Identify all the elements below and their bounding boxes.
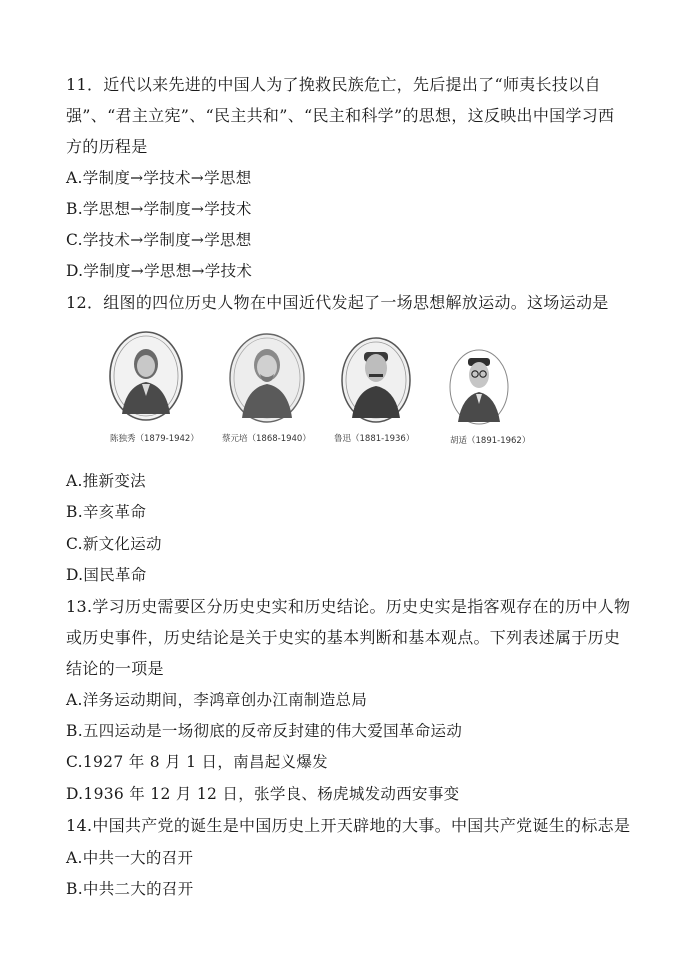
portrait-chen-duxiu [108,330,184,422]
portrait-photo-icon [108,330,184,422]
q13-option-a: A.洋务运动期间，李鸿章创办江南制造总局 [66,691,368,709]
q11-option-c: C.学技术→学制度→学思想 [66,231,252,249]
portrait-photo-icon [448,348,510,426]
q14-stem: 14.中国共产党的诞生是中国历史上开天辟地的大事。中国共产党诞生的标志是 [66,816,631,835]
q11-option-a: A.学制度→学技术→学思想 [66,169,252,187]
q13-stem-line3: 结论的一项是 [66,659,164,678]
portrait-caption-4: 胡适（1891-1962） [450,436,531,446]
portrait-caption-1: 陈独秀（1879-1942） [110,434,199,444]
q12-option-b: B.辛亥革命 [66,503,147,521]
q11-option-b: B.学思想→学制度→学技术 [66,200,252,218]
q11-stem-line2: 强”、“君主立宪”、“民主共和”、“民主和科学”的思想，这反映出中国学习西 [66,106,615,125]
portrait-photo-icon [228,332,306,424]
portrait-caption-3: 鲁迅（1881-1936） [334,434,415,444]
portrait-lu-xun [340,336,412,424]
portrait-caption-2: 蔡元培（1868-1940） [222,434,311,444]
q11-stem-line3: 方的历程是 [66,137,148,156]
q12-stem: 12．组图的四位历史人物在中国近代发起了一场思想解放运动。这场运动是 [66,293,609,312]
q11-stem-line1: 11．近代以来先进的中国人为了挽救民族危亡，先后提出了“师夷长技以自 [66,75,601,94]
q12-option-c: C.新文化运动 [66,535,162,553]
q13-option-d: D.1936 年 12 月 12 日，张学良、杨虎城发动西安事变 [66,785,460,803]
portrait-photo-icon [340,336,412,424]
q14-option-a: A.中共一大的召开 [66,849,194,867]
q14-option-b: B.中共二大的召开 [66,880,194,898]
portrait-group [108,330,538,450]
q13-option-c: C.1927 年 8 月 1 日，南昌起义爆发 [66,753,328,771]
q13-stem-line2: 或历史事件，历史结论是关于史实的基本判断和基本观点。下列表述属于历史 [66,628,621,647]
q11-option-d: D.学制度→学思想→学技术 [66,262,253,280]
q13-stem-line1: 13.学习历史需要区分历史史实和历史结论。历史史实是指客观存在的历中人物 [66,597,631,616]
q13-option-b: B.五四运动是一场彻底的反帝反封建的伟大爱国革命运动 [66,722,463,740]
portrait-hu-shi [448,348,510,426]
q12-option-a: A.推新变法 [66,472,146,490]
q12-option-d: D.国民革命 [66,566,147,584]
portrait-cai-yuanpei [228,332,306,424]
